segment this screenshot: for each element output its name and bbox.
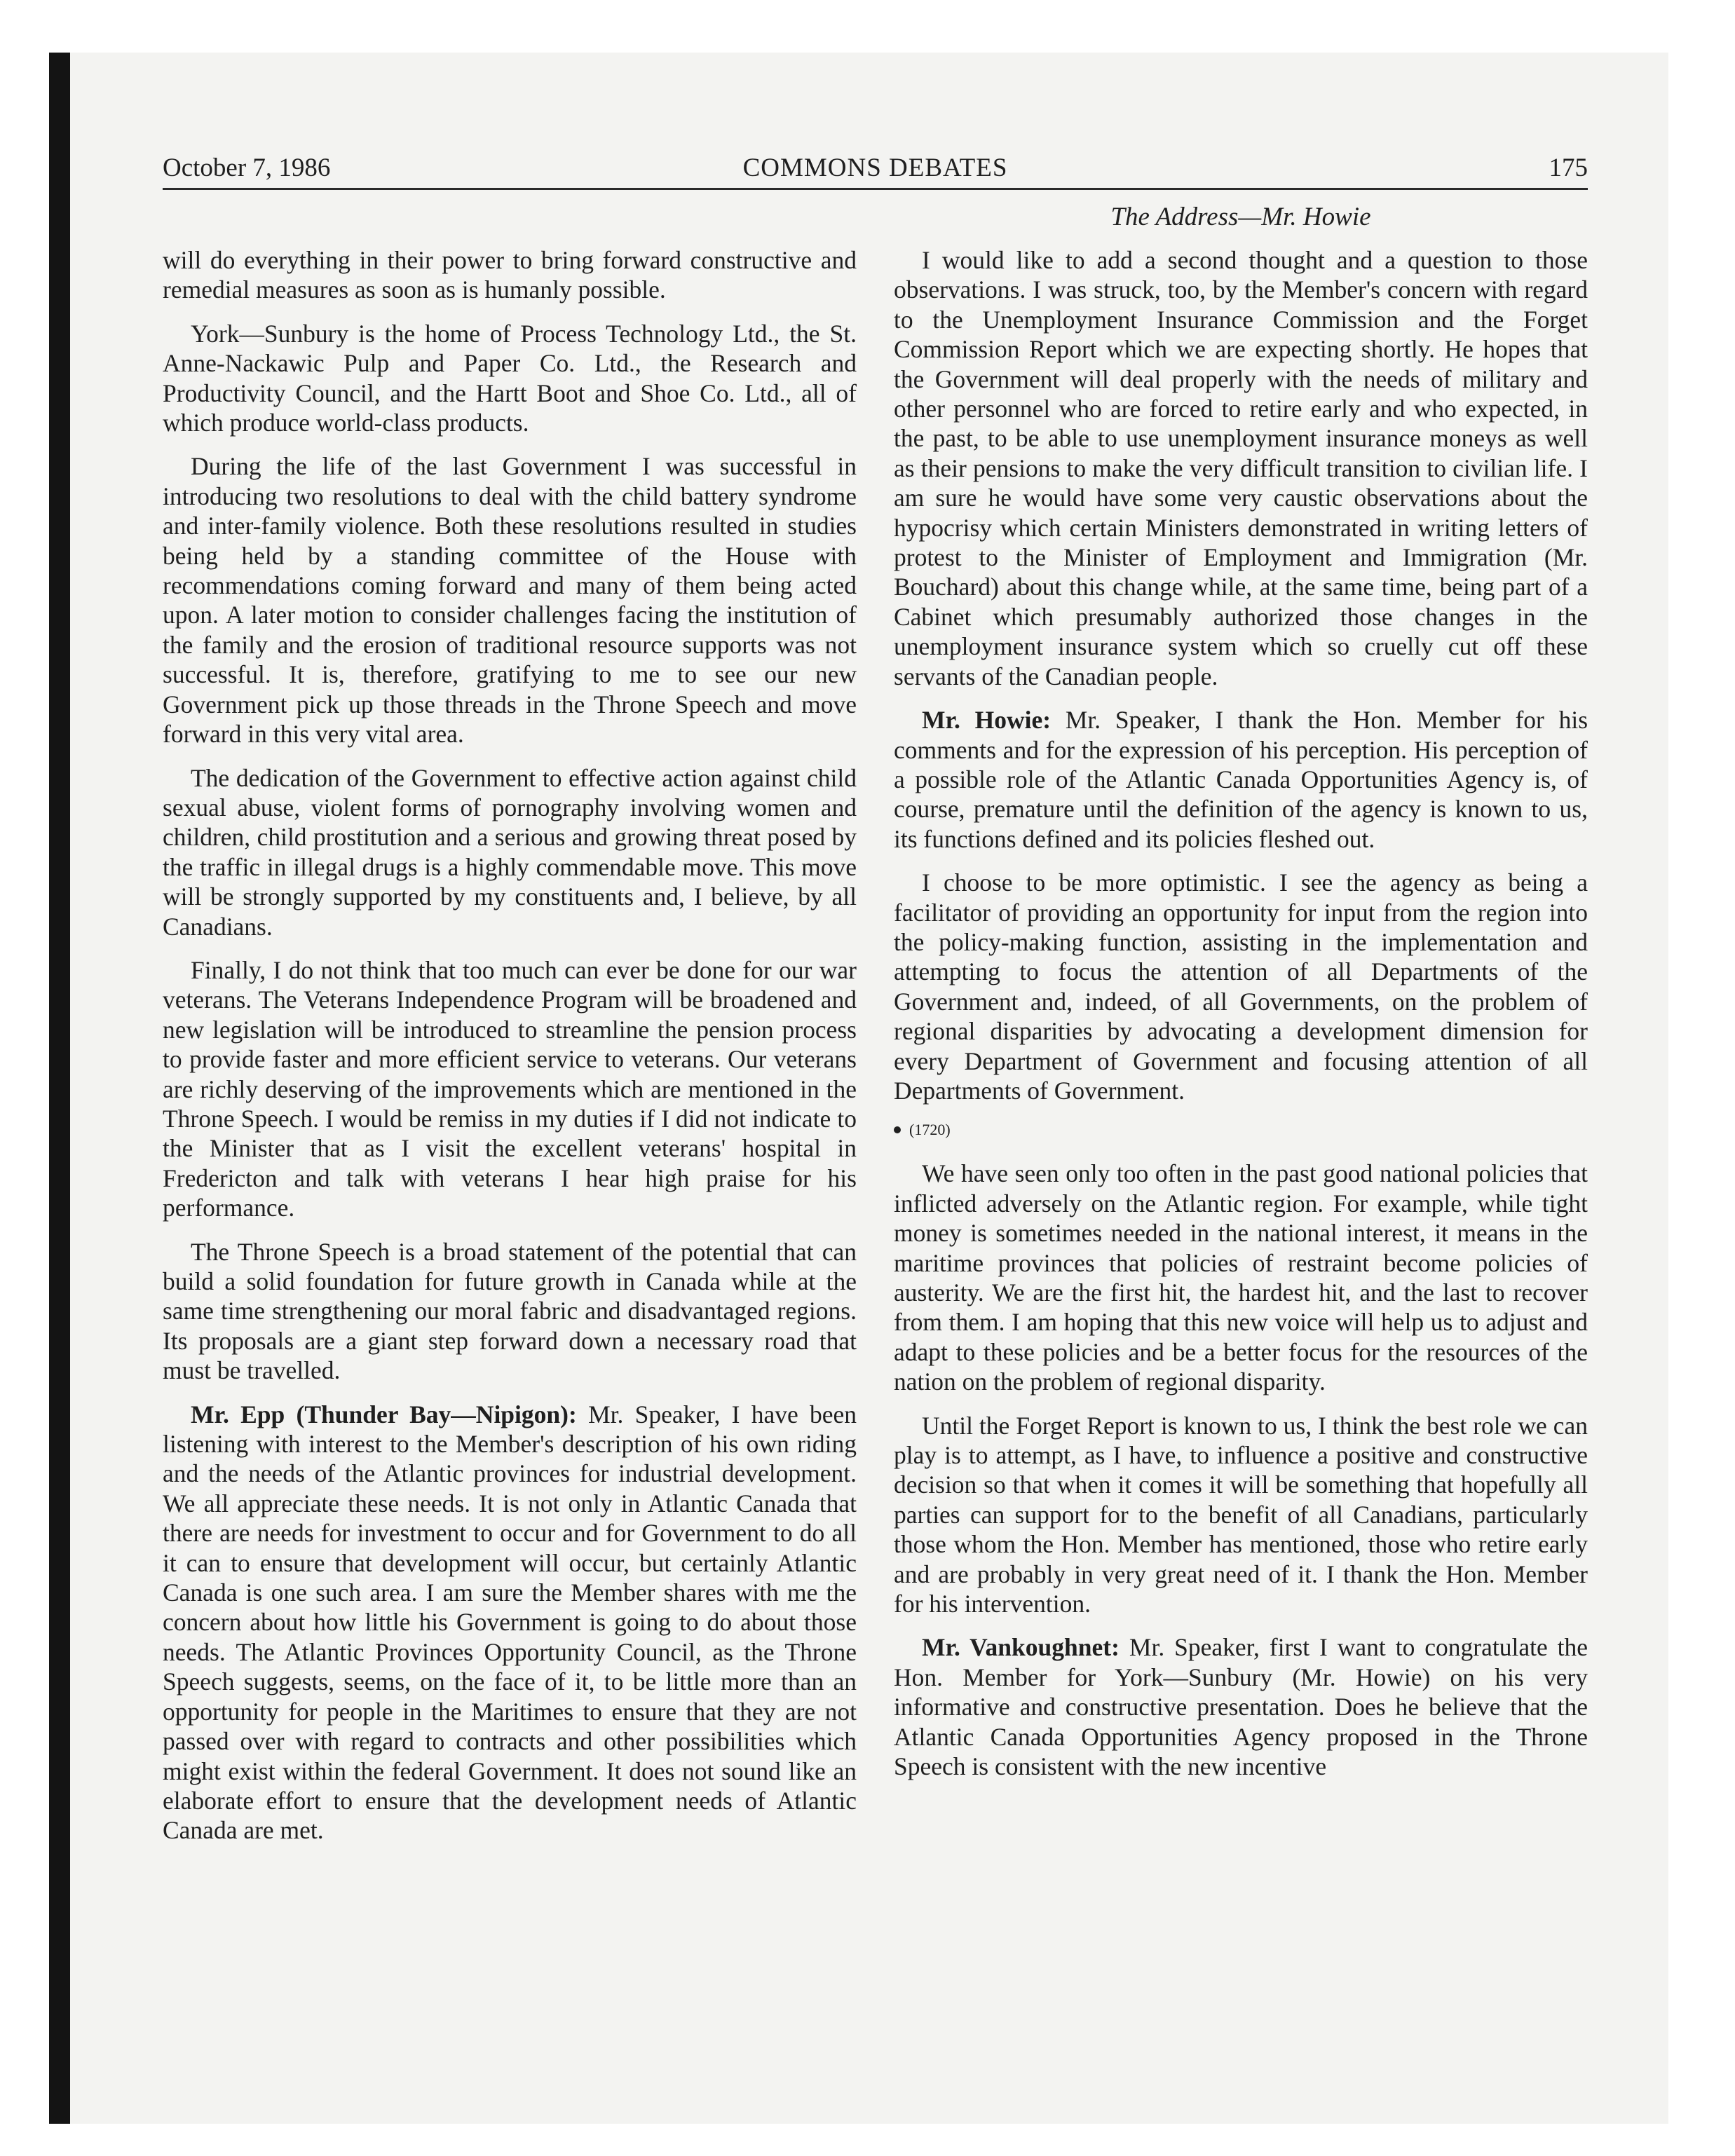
paragraph: During the life of the last Government I was successful in introducing two resolutions to deal with the child battery syndrome and inter-family violence. Both these resolutions resulted in studies being held by a standing committee of the House with recommendations coming forward and many of them being acted upon. A later motion to consider challenges facing the institution of the family and the erosion of traditional resource supports was not successful. It is, therefore, gratifying to me to see our new Government pick up those threads in the Throne Speech and move forward in this very vital area. bbox=[163, 452, 857, 749]
speaker-name: Mr. Howie: bbox=[922, 706, 1052, 735]
speech-text: Mr. Speaker, first I want to congratulate the Hon. Member for York—Sunbury (Mr. Howie) on his very informative and constructive presentation. Does he believe that the Atlantic Canada Opportunities Agency proposed in the Throne Speech is consistent with the new incentive bbox=[894, 1633, 1588, 1781]
speech-text: Mr. Speaker, I have been listening with interest to the Member's description of his own riding and the needs of the Atlantic provinces for industrial development. We all appreciate these needs. It is not only in Atlantic Canada that there are needs for investment to occur and for Government to do all it can to ensure that development will occur, but certainly Atlantic Canada is one such area. I am sure the Member shares with me the concern about how little his Government is going to do about those needs. The Atlantic Provinces Opportunity Council, as the Throne Speech suggests, seems, on the face of it, to be little more than an opportunity for people in the Maritimes to ensure that they are not passed over with regard to contracts and other possibilities which might exist within the federal Government. It does not sound like an elaborate effort to ensure that the development needs of Atlantic Canada are met. bbox=[163, 1400, 857, 1845]
header-publication: COMMONS DEBATES bbox=[742, 153, 1008, 182]
paragraph: The Throne Speech is a broad statement of the potential that can build a solid foundation for future growth in Canada while at the same time strengthening our moral fabric and disadvantaged regions. Its proposals are a giant step forward down a necessary road that must be travelled. bbox=[163, 1237, 857, 1385]
header-page-number: 175 bbox=[1549, 153, 1588, 182]
speech-paragraph bbox=[894, 705, 1588, 854]
header-date: October 7, 1986 bbox=[163, 153, 331, 182]
paragraph: York—Sunbury is the home of Process Technology Ltd., the St. Anne-Nackawic Pulp and Paper Co. Ltd., the Research and Productivity Council, and the Hartt Boot and Shoe Co. Ltd., all of which produce world-class products. bbox=[163, 319, 857, 437]
left-column bbox=[163, 245, 857, 1860]
paragraph: We have seen only too often in the past good national policies that inflicted adversely on the Atlantic region. For example, while tight money is sometimes needed in the national interest, it means in the maritime provinces that policies of restraint become policies of austerity. We are the first hit, the hardest hit, and the last to recover from them. I am hoping that this new voice will help us to adjust and adapt to these policies and be a better focus for the resources of the nation on the problem of regional disparity. bbox=[894, 1159, 1588, 1396]
time-marker-text: (1720) bbox=[909, 1121, 951, 1139]
speaker-name: Mr. Vankoughnet: bbox=[922, 1633, 1120, 1662]
paragraph: I choose to be more optimistic. I see the agency as being a facilitator of providing an opportunity for input from the region into the policy-making function, assisting in the implementation and attempting to focus the attention of all Departments of the Government and, indeed, of all Governments, on the problem of regional disparities by advocating a development dimension for every Department of Government and focusing attention of all Departments of Government. bbox=[894, 868, 1588, 1105]
speech-paragraph bbox=[894, 1632, 1588, 1781]
running-head: The Address—Mr. Howie bbox=[1110, 203, 1371, 231]
paragraph: Until the Forget Report is known to us, I think the best role we can play is to attempt, as I have, to influence a positive and constructive decision so that when it comes it will be something that hopefully all parties can support for to the benefit of all Canadians, particularly those whom the Hon. Member has mentioned, those who retire early and are probably in very great need of it. I thank the Hon. Member for his intervention. bbox=[894, 1411, 1588, 1618]
time-marker bbox=[894, 1119, 1588, 1140]
paragraph: I would like to add a second thought and a question to those observations. I was struck, too, by the Member's concern with regard to the Unemployment Insurance Commission and the Forget Commission Report which we are expecting shortly. He hopes that the Government will deal properly with the needs of military and other personnel who are forced to retire early and who expected, in the past, to be able to use unemployment insurance moneys as well as their pensions to make the very difficult transition to civilian life. I am sure he would have some very caustic observations about the hypocrisy which certain Ministers demonstrated in writing letters of protest to the Minister of Employment and Immigration (Mr. Bouchard) about this change while, at the same time, being part of a Cabinet which presumably authorized those changes in the unemployment insurance system which so cruelly cut off these servants of the Canadian people. bbox=[894, 246, 1588, 690]
paragraph: will do everything in their power to bring forward constructive and remedial measures as soon as is humanly possible. bbox=[163, 246, 857, 304]
right-column bbox=[894, 245, 1588, 1796]
speech-text: Mr. Speaker, I thank the Hon. Member for his comments and for the expression of his perception. His perception of a possible role of the Atlantic Canada Opportunities Agency is, of course, premature until the definition of the agency is known to us, its functions defined and its policies fleshed out. bbox=[894, 706, 1588, 853]
paragraph: Finally, I do not think that too much can ever be done for our war veterans. The Veterans Independence Program will be broadened and new legislation will be introduced to streamline the pension process to provide faster and more efficient service to veterans. Our veterans are richly deserving of the improvements which are mentioned in the Throne Speech. I would be remiss in my duties if I did not indicate to the Minister that as I visit the excellent veterans' hospital in Fredericton and talk with veterans I hear high praise for his performance. bbox=[163, 955, 857, 1222]
speech-paragraph bbox=[163, 1400, 857, 1845]
page-header bbox=[163, 149, 1588, 190]
scan-edge-bar bbox=[49, 53, 70, 2124]
speaker-name: Mr. Epp (Thunder Bay—Nipigon): bbox=[191, 1400, 577, 1428]
paragraph: The dedication of the Government to effective action against child sexual abuse, violent forms of pornography involving women and children, child prostitution and a serious and growing threat posed by the traffic in illegal drugs is a highly commendable move. This move will be strongly supported by my constituents and, I believe, by all Canadians. bbox=[163, 763, 857, 941]
bullet-icon bbox=[894, 1126, 901, 1133]
